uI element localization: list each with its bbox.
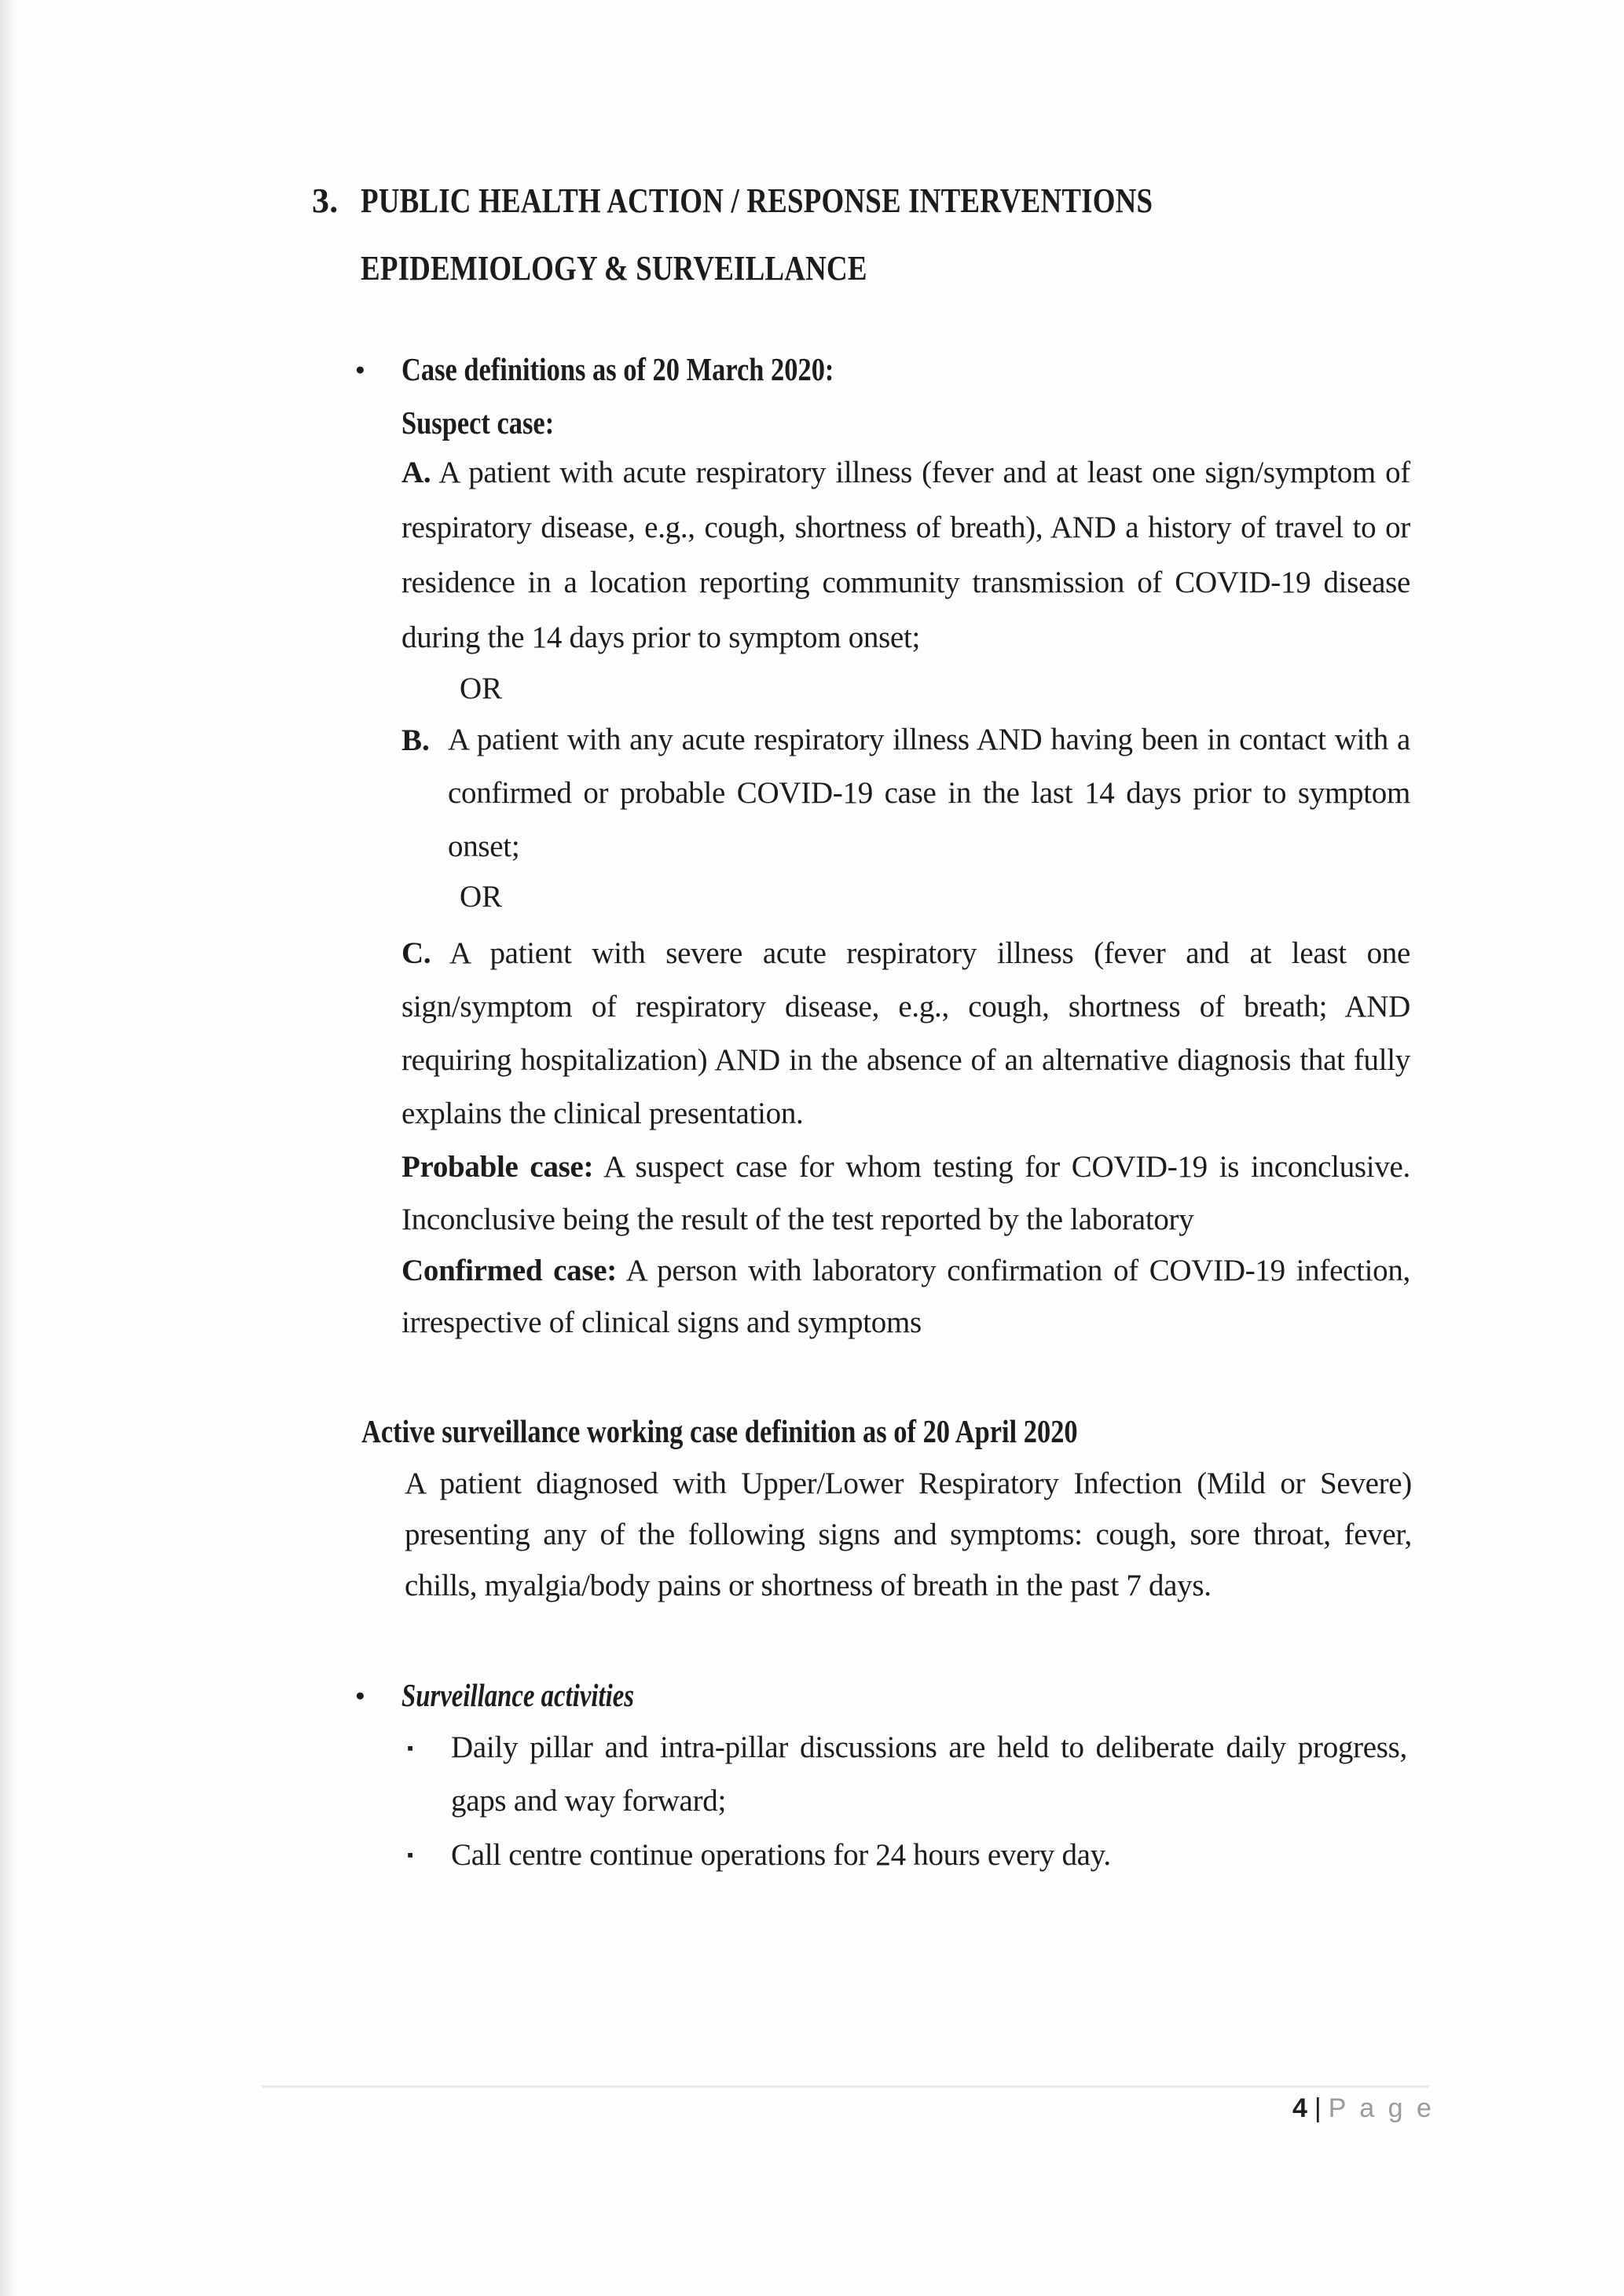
probable-case-paragraph — [401, 1141, 1410, 1246]
text-line: C. A patient with severe acute respiratory illness (fever and at least one — [401, 936, 1410, 970]
paragraph-c — [401, 927, 1410, 1141]
text-line: gaps and way forward; — [451, 1784, 726, 1818]
footer-rule — [262, 2085, 1429, 2088]
footer-separator: | — [1314, 2093, 1322, 2123]
text-line: sign/symptom of respiratory disease, e.g., cough, shortness of breath; AND — [401, 990, 1410, 1023]
or-separator-1: OR — [460, 672, 503, 705]
round-bullet-icon: ● — [355, 360, 365, 379]
square-bullet-icon: ▪ — [407, 1845, 414, 1865]
paragraph-a — [401, 445, 1410, 665]
text-line: A. A patient with acute respiratory illness (fever and at least one sign/symptom of — [401, 456, 1410, 489]
page-word: P a g e — [1328, 2093, 1435, 2123]
text-line: explains the clinical presentation. — [401, 1097, 804, 1130]
page-edge-shadow — [0, 0, 17, 2296]
text-line: presenting any of the following signs and symptoms: cough, sore throat, fever, — [405, 1518, 1412, 1551]
text-line: requiring hospitalization) AND in the absence of an alternative diagnosis that fully — [401, 1043, 1410, 1077]
square-bullet-icon: ▪ — [407, 1738, 414, 1758]
b-label: B. — [401, 723, 430, 757]
text-line: Inconclusive being the result of the test reported by the laboratory — [401, 1203, 1194, 1236]
text-line: confirmed or probable COVID-19 case in the last 14 days prior to symptom — [448, 776, 1410, 810]
text-line: A patient diagnosed with Upper/Lower Respiratory Infection (Mild or Severe) — [405, 1467, 1412, 1500]
text-line: Call centre continue operations for 24 hours every day. — [451, 1838, 1111, 1872]
active-surveillance-paragraph — [405, 1458, 1412, 1611]
page-footer — [1292, 2093, 1435, 2124]
text-line: Confirmed case: A person with laboratory confirmation of COVID-19 infection, — [401, 1254, 1411, 1287]
text-line: onset; — [448, 829, 520, 863]
text-line: Probable case: A suspect case for whom testing for COVID-19 is inconclusive. — [401, 1150, 1410, 1184]
confirmed-case-paragraph — [401, 1245, 1410, 1349]
or-separator-2: OR — [460, 880, 503, 914]
text-line: during the 14 days prior to symptom onset; — [401, 621, 921, 654]
section-title-line2: EPIDEMIOLOGY & SURVEILLANCE — [361, 249, 867, 287]
round-bullet-icon: ● — [355, 1686, 365, 1705]
text-line: irrespective of clinical signs and symptoms — [401, 1305, 922, 1339]
activity-item-2 — [451, 1836, 1407, 1874]
active-surveillance-heading: Active surveillance working case definition as of 20 April 2020 — [361, 1413, 1078, 1449]
suspect-case-label: Suspect case: — [401, 405, 555, 441]
paragraph-b — [448, 713, 1410, 873]
activity-item-1 — [451, 1721, 1407, 1828]
text-line: residence in a location reporting community transmission of COVID-19 disease — [401, 566, 1410, 599]
section-title-line1: PUBLIC HEALTH ACTION / RESPONSE INTERVENTIONS — [361, 181, 1153, 220]
text-line: chills, myalgia/body pains or shortness of breath in the past 7 days. — [405, 1569, 1212, 1602]
text-line: Daily pillar and intra-pillar discussions are held to deliberate daily progress, — [451, 1730, 1407, 1764]
page-number: 4 — [1292, 2093, 1307, 2123]
surveillance-activities-label: Surveillance activities — [401, 1677, 635, 1713]
text-line: respiratory disease, e.g., cough, shortness of breath), AND a history of travel to or — [401, 511, 1410, 544]
section-number: 3. — [312, 181, 339, 220]
case-definitions-heading: Case definitions as of 20 March 2020: — [401, 351, 834, 387]
text-line: A patient with any acute respiratory illness AND having been in contact with a — [448, 723, 1410, 756]
